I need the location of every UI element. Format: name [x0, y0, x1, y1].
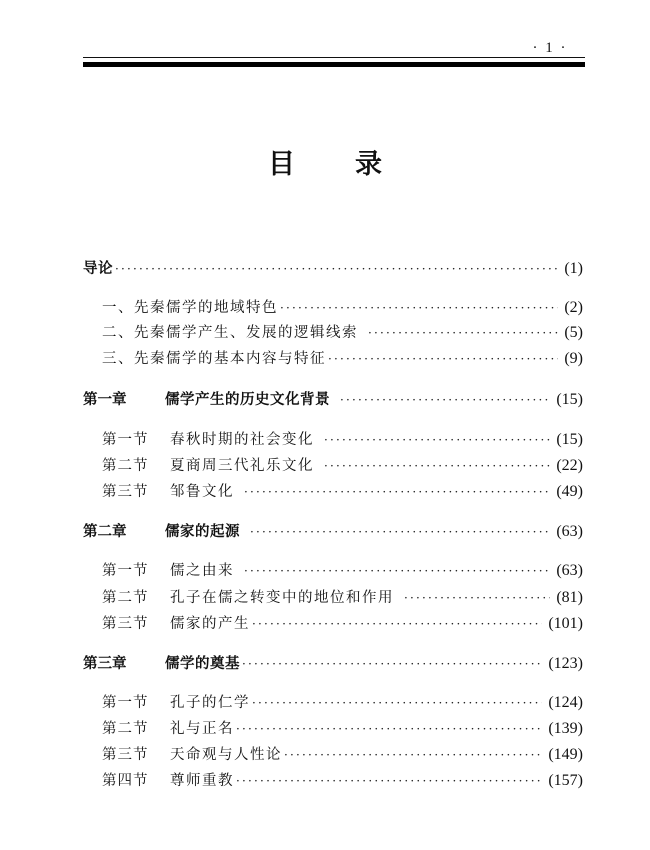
toc-page-number: (63) — [556, 562, 583, 579]
toc-entry-label: 二、先秦儒学产生、发展的逻辑线索 — [102, 325, 358, 341]
toc-entry-label: 三、先秦儒学的基本内容与特征 — [102, 351, 326, 367]
section-title: 孔子在儒之转变中的地位和作用 — [170, 590, 394, 606]
page-title — [0, 142, 650, 181]
section-number: 第一节 — [102, 563, 149, 579]
toc-page-number: (5) — [564, 324, 583, 341]
toc-page-number: (81) — [556, 589, 583, 606]
section-number: 第一节 — [102, 432, 149, 448]
toc-chapter-3[interactable] — [83, 652, 583, 673]
chapter-title: 儒学产生的历史文化背景 — [165, 392, 330, 408]
toc-entry-intro[interactable] — [83, 257, 583, 278]
toc-page-number: (22) — [556, 457, 583, 474]
section-title: 礼与正名 — [170, 721, 234, 737]
section-number: 第一节 — [102, 695, 149, 711]
dot-leader — [236, 722, 542, 736]
toc-page-number: (15) — [556, 391, 583, 408]
dot-leader — [244, 485, 550, 499]
title-char-2: 录 — [355, 149, 382, 180]
toc-page-number: (49) — [556, 483, 583, 500]
toc-chapter-1[interactable] — [83, 388, 583, 409]
chapter-title: 儒家的起源 — [165, 524, 240, 540]
toc-section[interactable] — [102, 586, 583, 607]
dot-leader — [115, 262, 558, 276]
page-number: · 1 · — [532, 40, 568, 56]
toc-page-number: (1) — [564, 260, 583, 277]
section-title: 儒家的产生 — [170, 616, 250, 632]
toc-page-number: (15) — [556, 431, 583, 448]
section-title: 夏商周三代礼乐文化 — [170, 458, 314, 474]
toc-section[interactable] — [102, 454, 583, 475]
dot-leader — [250, 525, 550, 539]
toc-page-number: (149) — [548, 746, 583, 763]
dot-leader — [244, 564, 550, 578]
dot-leader — [324, 433, 550, 447]
dot-leader — [242, 657, 542, 671]
dot-leader — [340, 393, 550, 407]
section-title: 春秋时期的社会变化 — [170, 432, 314, 448]
dot-leader — [368, 326, 558, 340]
toc-page-number: (139) — [548, 720, 583, 737]
toc-page-number: (157) — [548, 772, 583, 789]
chapter-number: 第一章 — [83, 392, 127, 408]
toc-section[interactable] — [102, 691, 583, 712]
chapter-title: 儒学的奠基 — [165, 656, 240, 672]
toc-page-number: (101) — [548, 615, 583, 632]
toc-entry-label: 一、先秦儒学的地域特色 — [102, 300, 278, 316]
header-rule-thin — [83, 57, 585, 58]
section-number: 第三节 — [102, 484, 149, 500]
toc-page-number: (123) — [548, 655, 583, 672]
toc-entry-label: 导论 — [83, 261, 113, 277]
section-number: 第二节 — [102, 590, 149, 606]
chapter-number: 第二章 — [83, 524, 127, 540]
toc-entry-intro-item[interactable] — [102, 347, 583, 368]
dot-leader — [284, 748, 542, 762]
toc-section[interactable] — [102, 480, 583, 501]
dot-leader — [236, 774, 542, 788]
section-number: 第三节 — [102, 747, 149, 763]
toc-entry-intro-item[interactable] — [102, 321, 583, 342]
toc-section[interactable] — [102, 428, 583, 449]
dot-leader — [328, 352, 558, 366]
section-title: 儒之由来 — [170, 563, 234, 579]
dot-leader — [252, 617, 542, 631]
toc-page-number: (124) — [548, 694, 583, 711]
toc-page-number: (63) — [556, 523, 583, 540]
section-number: 第四节 — [102, 773, 149, 789]
toc-entry-intro-item[interactable] — [102, 296, 583, 317]
section-number: 第二节 — [102, 458, 149, 474]
toc-section[interactable] — [102, 717, 583, 738]
title-char-1: 目 — [268, 149, 295, 180]
section-title: 天命观与人性论 — [170, 747, 282, 763]
toc-section[interactable] — [102, 559, 583, 580]
toc-section[interactable] — [102, 612, 583, 633]
toc-section[interactable] — [102, 769, 583, 790]
section-title: 孔子的仁学 — [170, 695, 250, 711]
toc-chapter-2[interactable] — [83, 520, 583, 541]
header-rule-thick — [83, 62, 585, 67]
section-title: 尊师重教 — [170, 773, 234, 789]
dot-leader — [324, 459, 550, 473]
toc-section[interactable] — [102, 743, 583, 764]
dot-leader — [280, 301, 558, 315]
section-number: 第三节 — [102, 616, 149, 632]
section-number: 第二节 — [102, 721, 149, 737]
toc-page-number: (2) — [564, 299, 583, 316]
section-title: 邹鲁文化 — [170, 484, 234, 500]
dot-leader — [252, 696, 542, 710]
dot-leader — [404, 591, 550, 605]
toc-page-number: (9) — [564, 350, 583, 367]
chapter-number: 第三章 — [83, 656, 127, 672]
